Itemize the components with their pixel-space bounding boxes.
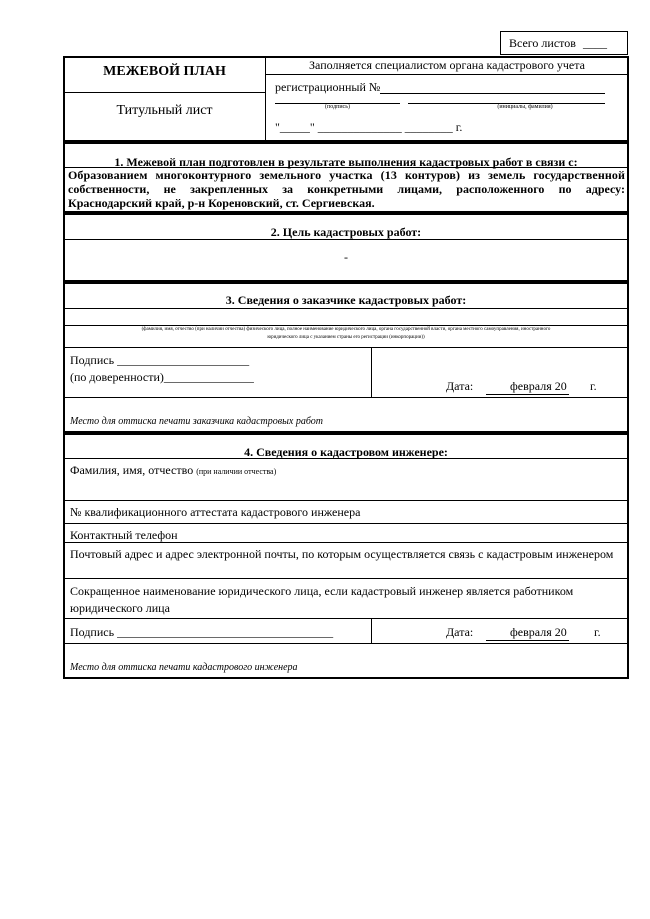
section1-line-1: Образованием многоконтурного земельного участка (13 контуров) из земель государственной xyxy=(68,168,625,182)
total-sheets-box xyxy=(500,31,628,55)
registrar-note: Заполняется специалистом органа кадастрового учета xyxy=(309,58,585,72)
section2-value[interactable]: - xyxy=(344,250,348,264)
engineer-date-label: Дата: xyxy=(446,625,474,639)
doc-title: МЕЖЕВОЙ ПЛАН xyxy=(103,64,226,79)
signature-caption: (подпись) xyxy=(325,104,350,110)
customer-date-value[interactable]: февраля 20 xyxy=(486,379,569,395)
initials-caption: (инициалы, фамилия) xyxy=(497,104,553,110)
customer-date-label: Дата: xyxy=(446,379,474,393)
reg-number-field[interactable] xyxy=(380,93,605,94)
engineer-certificate[interactable]: № квалификационного аттестата кадастрового инженера xyxy=(70,505,361,519)
engineer-address[interactable]: Почтовый адрес и адрес электронной почты, по которым осуществляется связь с кадастровым инженером xyxy=(70,547,614,561)
title-hdivider xyxy=(64,92,266,93)
total-sheets-label: Всего листов xyxy=(509,36,576,50)
customer-caption-2: юридического лица с указанием страны его регистрации (инкорпорации)) xyxy=(267,335,425,340)
customer-signature[interactable]: Подпись ______________________ xyxy=(70,353,250,367)
section4-heading: 4. Сведения о кадастровом инженере: xyxy=(244,445,448,459)
customer-stamp-note: Место для оттиска печати заказчика кадастровых работ xyxy=(70,416,323,427)
engineer-legal-entity-2: юридического лица xyxy=(70,601,170,615)
engineer-legal-entity-1[interactable]: Сокращенное наименование юридического лица, если кадастровый инженер является работником xyxy=(70,584,574,598)
section3-heading: 3. Сведения о заказчике кадастровых работ: xyxy=(225,293,467,307)
engineer-date-value[interactable]: февраля 20 xyxy=(486,625,569,641)
doc-subtitle: Титульный лист xyxy=(116,103,213,118)
section2-box xyxy=(63,213,629,282)
reg-number-label: регистрационный № xyxy=(275,80,381,94)
customer-proxy[interactable]: (по доверенности)_______________ xyxy=(70,370,254,384)
section1-line-3: Краснодарский край, р-н Кореновский, ст. Сергиевская. xyxy=(68,196,375,210)
section1-line-2: собственности, не закрепленных за конкретными лицами, расположенного по адресу: xyxy=(68,182,625,196)
engineer-phone[interactable]: Контактный телефон xyxy=(70,528,178,542)
section2-heading: 2. Цель кадастровых работ: xyxy=(270,225,422,239)
total-sheets-value[interactable]: ____ xyxy=(583,36,607,50)
engineer-fio[interactable]: Фамилия, имя, отчество (при наличии отчества) xyxy=(70,463,277,477)
customer-name-field[interactable] xyxy=(64,325,628,326)
engineer-stamp-note: Место для оттиска печати кадастрового инженера xyxy=(70,662,298,673)
registrar-date[interactable]: "_____" ______________ ________ г. xyxy=(275,120,463,134)
customer-date-suffix: г. xyxy=(590,379,597,393)
section1-heading: 1. Межевой план подготовлен в результате выполнения кадастровых работ в связи с: xyxy=(114,155,578,169)
customer-caption-1: (фамилия, имя, отчество (при наличии отчества) физического лица, полное наименование юридического лица, органа государственной власти, органа местного самоуправления, иностранного xyxy=(141,327,551,332)
engineer-signature[interactable]: Подпись ____________________________________ xyxy=(70,625,334,639)
engineer-date-suffix: г. xyxy=(594,625,601,639)
